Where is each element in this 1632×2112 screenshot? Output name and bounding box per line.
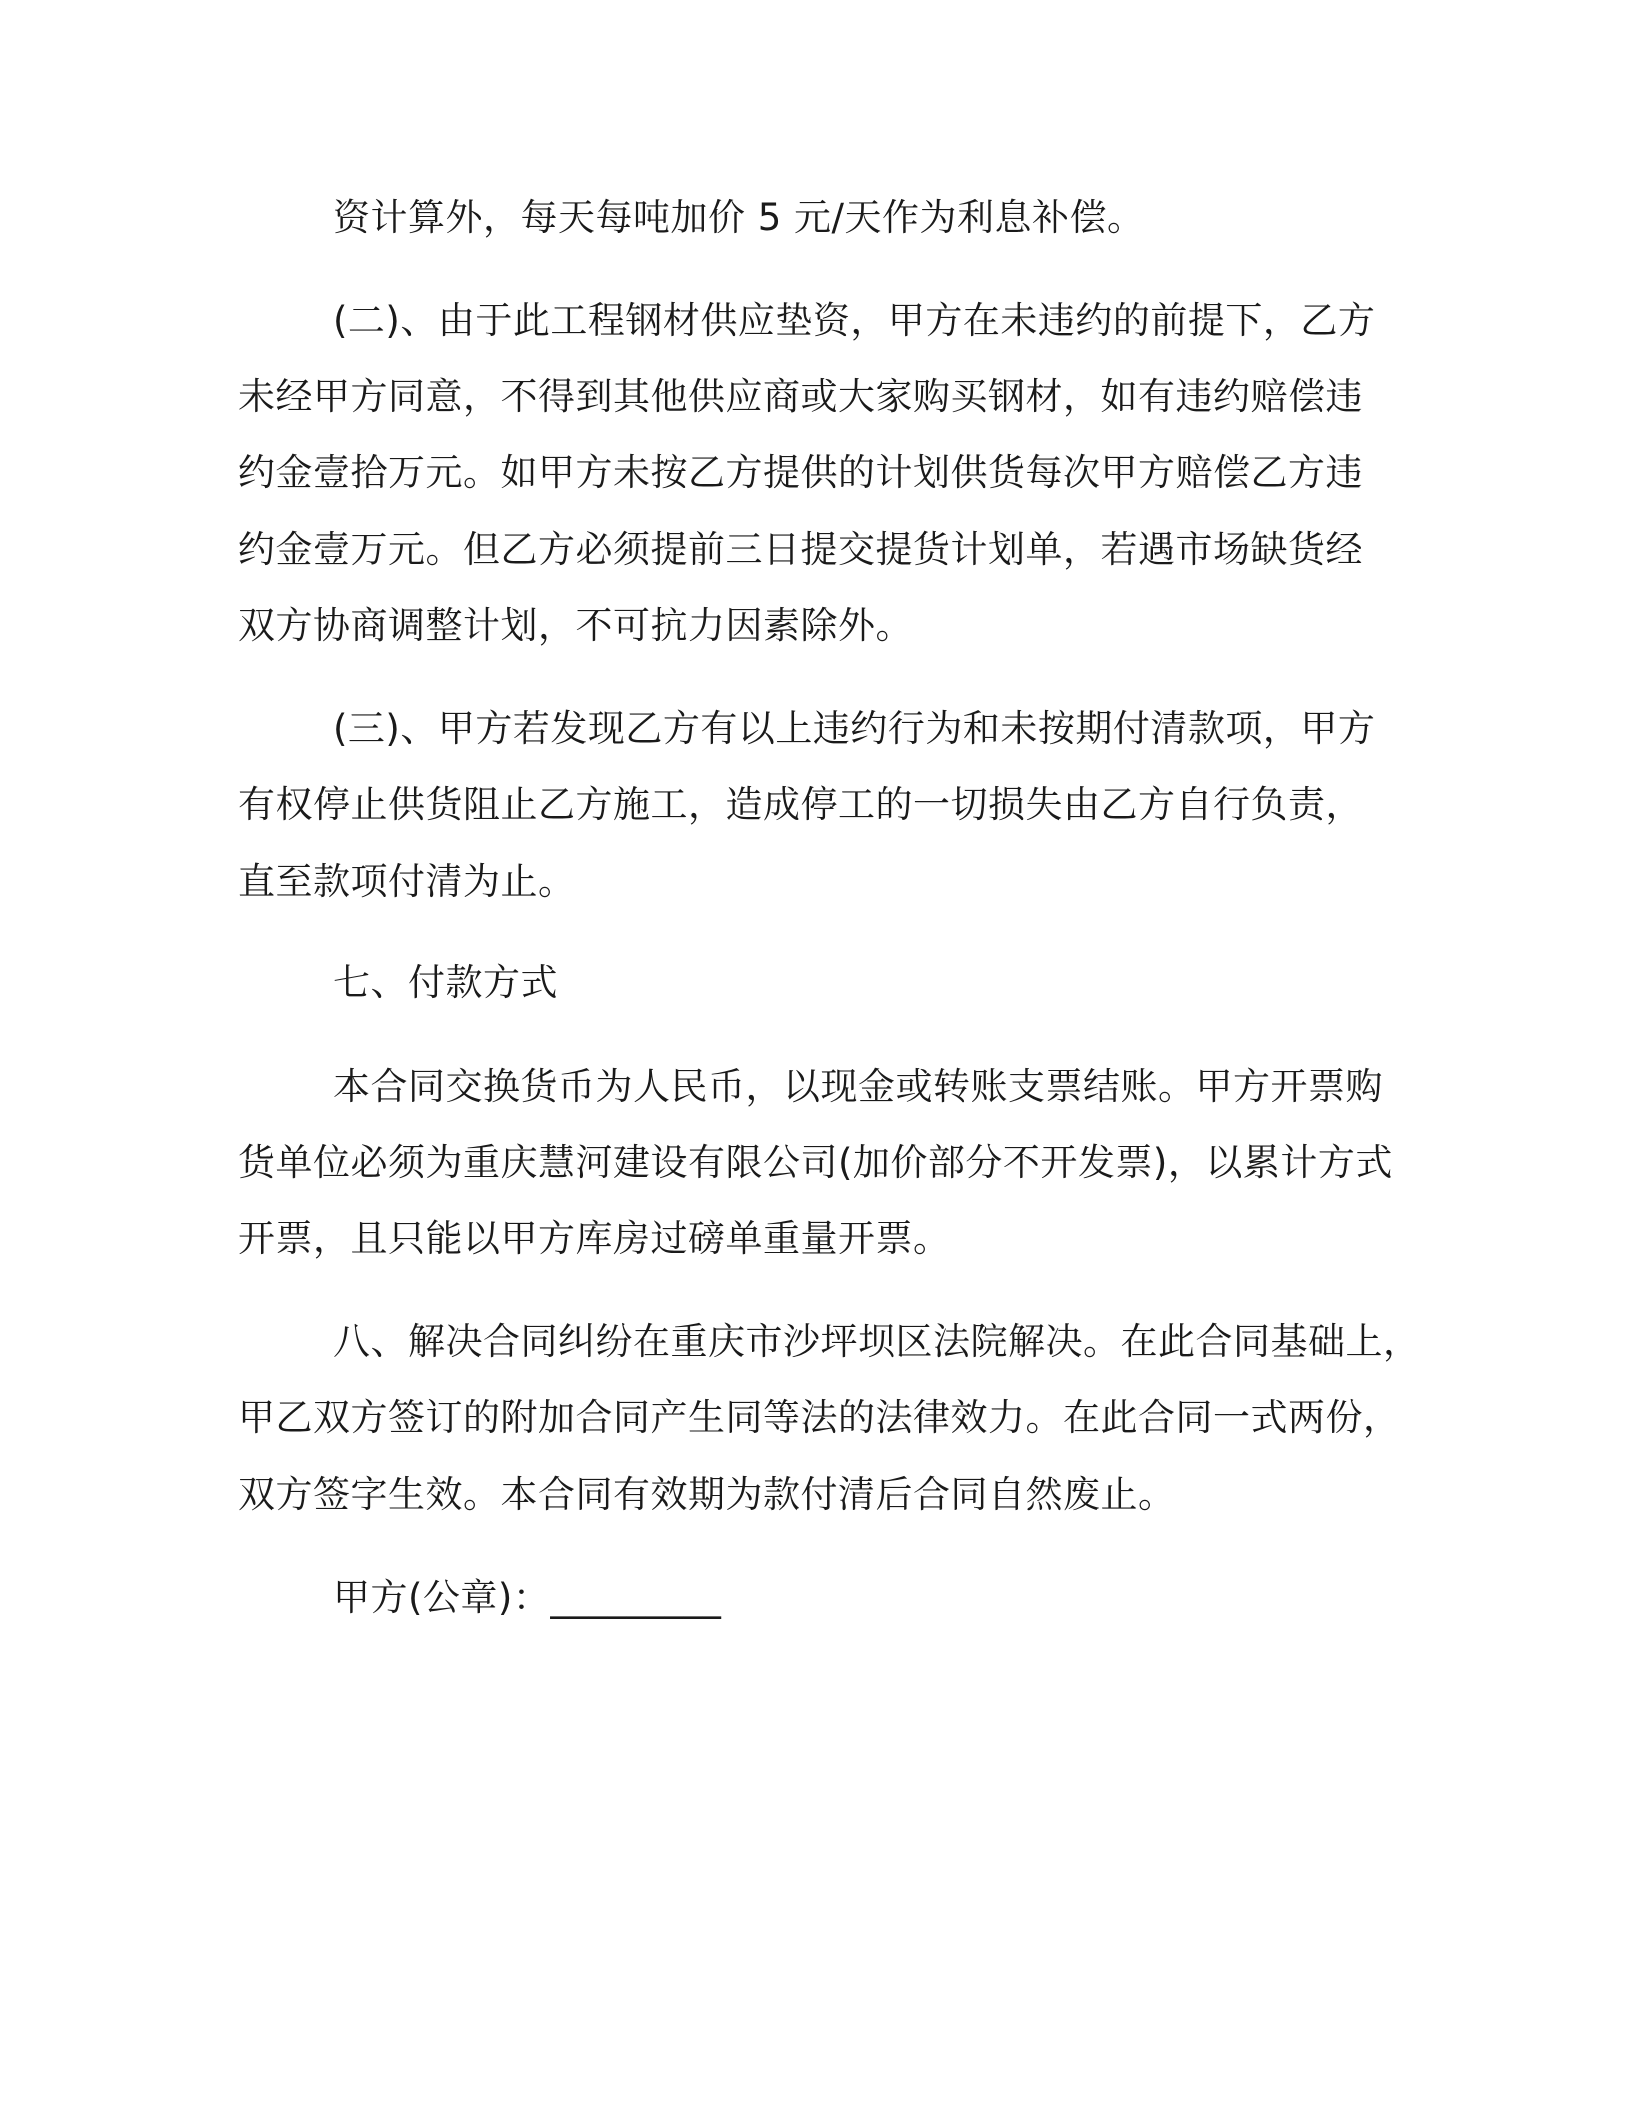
clause-2-line: 双方协商调整计划，不可抗力因素除外。 xyxy=(238,604,913,647)
party-a-signature xyxy=(333,1573,721,1623)
section-7-heading: 七、付款方式 xyxy=(333,961,558,1004)
party-a-seal-label: 甲方(公章)： xyxy=(333,1576,551,1619)
section-7-line: 本合同交换货币为人民币，以现金或转账支票结账。甲方开票购 xyxy=(333,1065,1383,1108)
clause-2-line: (二)、由于此工程钢材供应垫资，甲方在未违约的前提下，乙方 xyxy=(333,299,1376,342)
section-7-line: 货单位必须为重庆慧河建设有限公司(加价部分不开发票)，以累计方式 xyxy=(238,1141,1393,1184)
clause-2-line: 未经甲方同意，不得到其他供应商或大家购买钢材，如有违约赔偿违 xyxy=(238,375,1363,418)
clause-3-line: 直至款项付清为止。 xyxy=(238,860,576,903)
section-8-line: 八、解决合同纠纷在重庆市沙坪坝区法院解决。在此合同基础上， xyxy=(333,1320,1421,1363)
signature-blank: _________ xyxy=(550,1576,722,1619)
interest-paragraph-line: 资计算外，每天每吨加价 5 元/天作为利息补偿。 xyxy=(333,196,1145,239)
section-8-line: 双方签字生效。本合同有效期为款付清后合同自然废止。 xyxy=(238,1473,1176,1516)
clause-3-line: 有权停止供货阻止乙方施工，造成停工的一切损失由乙方自行负责， xyxy=(238,783,1363,826)
section-7-line: 开票，且只能以甲方库房过磅单重量开票。 xyxy=(238,1217,951,1260)
clause-3-line: (三)、甲方若发现乙方有以上违约行为和未按期付清款项，甲方 xyxy=(333,707,1376,750)
clause-2-line: 约金壹拾万元。如甲方未按乙方提供的计划供货每次甲方赔偿乙方违 xyxy=(238,451,1363,494)
section-8-line: 甲乙双方签订的附加合同产生同等法的法律效力。在此合同一式两份， xyxy=(238,1396,1401,1439)
clause-2-line: 约金壹万元。但乙方必须提前三日提交提货计划单，若遇市场缺货经 xyxy=(238,528,1363,571)
